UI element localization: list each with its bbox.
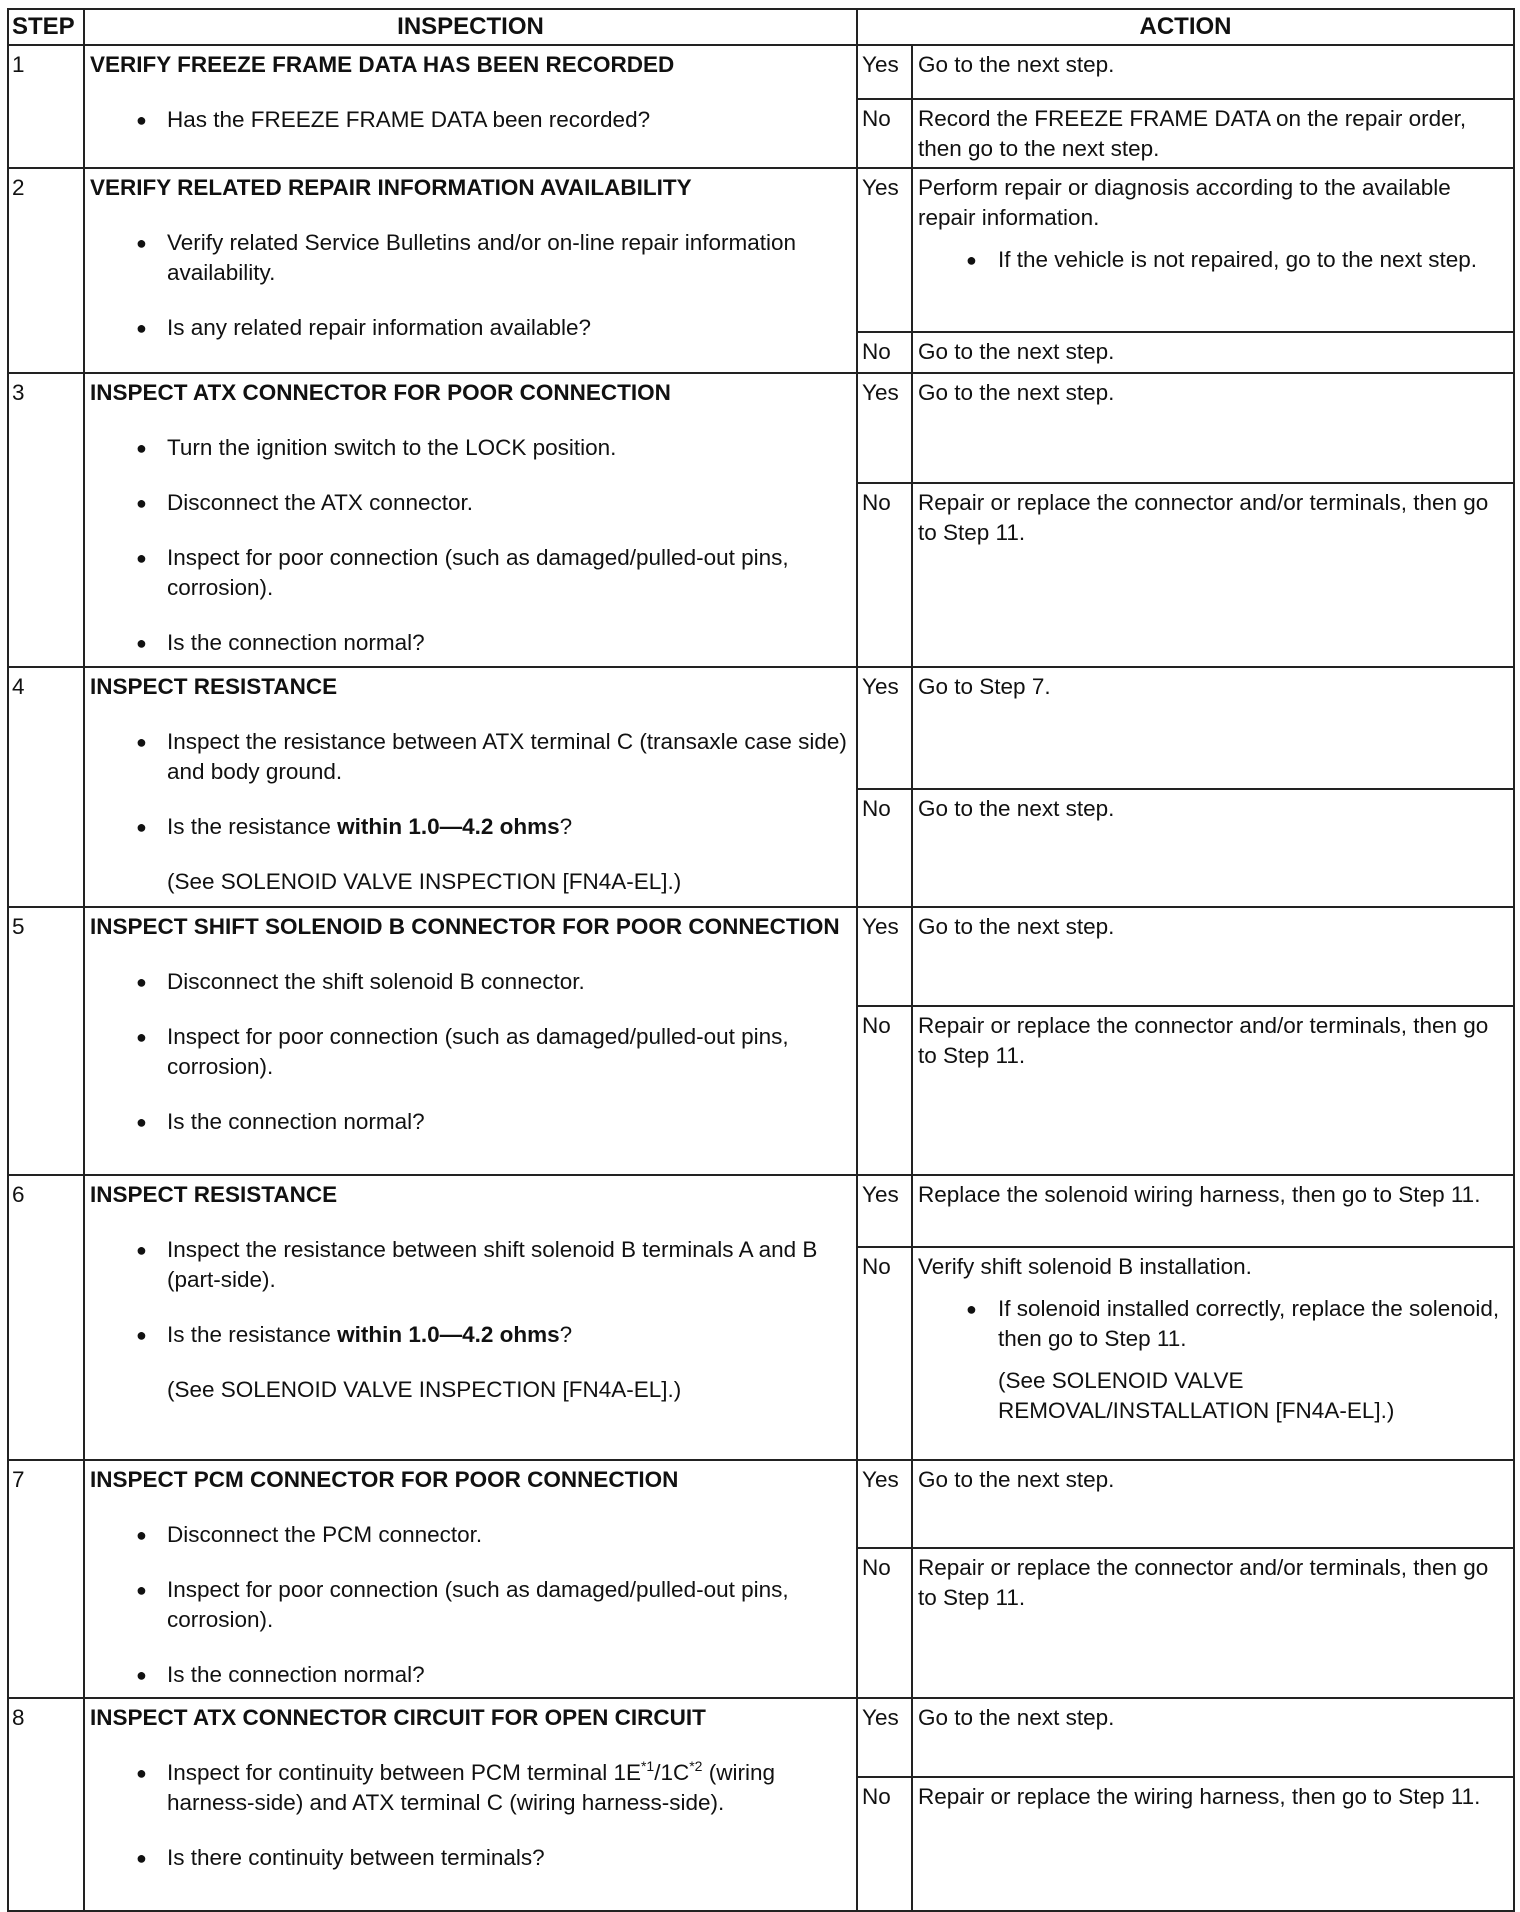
no-label: No	[857, 1247, 912, 1460]
reference-note: (See SOLENOID VALVE REMOVAL/INSTALLATION [FN4A-EL].)	[998, 1368, 1395, 1423]
no-action: Repair or replace the connector and/or terminals, then go to Step 11.	[912, 483, 1514, 667]
inspection-bullet: ● Verify related Service Bulletins and/or on-line repair information availability.	[90, 228, 851, 288]
step-2-yes-row	[8, 168, 1514, 332]
yes-label: Yes	[857, 1175, 912, 1247]
no-action: Repair or replace the wiring harness, then go to Step 11.	[912, 1777, 1514, 1911]
bullet-text: (wiring harness-side) and ATX terminal C (wiring harness-side).	[167, 1760, 775, 1815]
no-action: Go to the next step.	[912, 789, 1514, 907]
diagnostic-procedure-table	[7, 8, 1513, 1900]
step-title: INSPECT SHIFT SOLENOID B CONNECTOR FOR POOR CONNECTION	[90, 914, 840, 939]
inspection-cell	[84, 45, 857, 168]
no-label: No	[857, 1006, 912, 1175]
step-3-yes-row	[8, 373, 1514, 483]
step-number: 3	[8, 373, 84, 667]
inspection-cell	[84, 1698, 857, 1911]
inspection-bullet: ● Is there continuity between terminals?	[90, 1843, 851, 1873]
step-number: 7	[8, 1460, 84, 1698]
inspection-bullet: ● Inspect for poor connection (such as damaged/pulled-out pins, corrosion).	[90, 1575, 851, 1635]
reference-note: (See SOLENOID VALVE INSPECTION [FN4A-EL].)	[167, 869, 682, 894]
step-number: 2	[8, 168, 84, 373]
resistance-question	[90, 1320, 851, 1350]
action-bullet: ● If the vehicle is not repaired, go to the next step.	[918, 245, 1508, 275]
footnote-mark-1: *1	[640, 1758, 655, 1774]
question-spec: within 1.0—4.2 ohms	[337, 1322, 560, 1347]
step-number: 8	[8, 1698, 84, 1911]
no-label: No	[857, 789, 912, 907]
inspection-bullet: ● Disconnect the PCM connector.	[90, 1520, 851, 1550]
inspection-bullet: ● Is any related repair information available?	[90, 313, 851, 343]
step-title: VERIFY RELATED REPAIR INFORMATION AVAILABILITY	[90, 175, 692, 200]
question-text: Is the resistance	[167, 1322, 338, 1347]
question-mark: ?	[559, 814, 573, 839]
yes-action-cell	[912, 168, 1514, 332]
step-7-yes-row	[8, 1460, 1514, 1548]
yes-action: Go to the next step.	[912, 1460, 1514, 1548]
inspection-cell	[84, 373, 857, 667]
no-action: Go to the next step.	[912, 332, 1514, 373]
inspection-bullet: ● Inspect the resistance between ATX terminal C (transaxle case side) and body ground.	[90, 727, 851, 787]
yes-action: Go to the next step.	[912, 373, 1514, 483]
continuity-bullet	[90, 1758, 851, 1818]
yes-action: Replace the solenoid wiring harness, then go to Step 11.	[912, 1175, 1514, 1247]
no-label: No	[857, 99, 912, 168]
yes-label: Yes	[857, 907, 912, 1006]
inspection-cell	[84, 168, 857, 373]
yes-label: Yes	[857, 168, 912, 332]
table-header-row	[8, 9, 1514, 45]
inspection-bullet: ● Disconnect the ATX connector.	[90, 488, 851, 518]
bullet-text: Inspect for continuity between PCM terminal 1E	[167, 1760, 641, 1785]
footnote-mark-2: *2	[689, 1758, 703, 1774]
no-label: No	[857, 1777, 912, 1911]
reference-note: (See SOLENOID VALVE INSPECTION [FN4A-EL].)	[167, 1377, 682, 1402]
no-action-cell	[912, 1247, 1514, 1460]
step-title: INSPECT ATX CONNECTOR FOR POOR CONNECTION	[90, 380, 671, 405]
yes-label: Yes	[857, 45, 912, 99]
step-number: 5	[8, 907, 84, 1175]
inspection-bullet: ● Inspect the resistance between shift solenoid B terminals A and B (part-side).	[90, 1235, 851, 1295]
step-title: INSPECT ATX CONNECTOR CIRCUIT FOR OPEN CIRCUIT	[90, 1705, 706, 1730]
inspection-cell	[84, 667, 857, 907]
inspection-bullet: ● Disconnect the shift solenoid B connector.	[90, 967, 851, 997]
step-column-header: STEP	[8, 9, 84, 45]
bullet-text: /1C	[654, 1760, 690, 1785]
inspection-cell	[84, 907, 857, 1175]
yes-action: Go to the next step.	[912, 1698, 1514, 1777]
question-text: Is the resistance	[167, 814, 338, 839]
step-title: INSPECT RESISTANCE	[90, 674, 338, 699]
resistance-question	[90, 812, 851, 842]
question-mark: ?	[559, 1322, 573, 1347]
inspection-column-header: INSPECTION	[84, 9, 857, 45]
yes-label: Yes	[857, 1698, 912, 1777]
step-5-yes-row	[8, 907, 1514, 1006]
yes-action: Go to Step 7.	[912, 667, 1514, 789]
inspection-bullet: ● Is the connection normal?	[90, 1107, 851, 1137]
yes-label: Yes	[857, 1460, 912, 1548]
inspection-bullet: ● Is the connection normal?	[90, 1660, 851, 1690]
yes-label: Yes	[857, 373, 912, 483]
action-column-header: ACTION	[857, 9, 1514, 45]
yes-label: Yes	[857, 667, 912, 789]
step-title: VERIFY FREEZE FRAME DATA HAS BEEN RECORDED	[90, 52, 675, 77]
inspection-cell	[84, 1175, 857, 1460]
step-number: 4	[8, 667, 84, 907]
inspection-cell	[84, 1460, 857, 1698]
step-4-yes-row	[8, 667, 1514, 789]
yes-action: Go to the next step.	[912, 45, 1514, 99]
inspection-bullet: ● Has the FREEZE FRAME DATA been recorded?	[90, 105, 851, 135]
step-title: INSPECT RESISTANCE	[90, 1182, 338, 1207]
no-label: No	[857, 332, 912, 373]
no-label: No	[857, 1548, 912, 1698]
inspection-bullet: ● Inspect for poor connection (such as damaged/pulled-out pins, corrosion).	[90, 543, 851, 603]
question-spec: within 1.0—4.2 ohms	[337, 814, 560, 839]
step-number: 1	[8, 45, 84, 168]
no-action: Repair or replace the connector and/or terminals, then go to Step 11.	[912, 1006, 1514, 1175]
step-6-yes-row	[8, 1175, 1514, 1247]
action-bullet: ● If solenoid installed correctly, replace the solenoid, then go to Step 11.	[918, 1294, 1508, 1354]
inspection-bullet: ● Turn the ignition switch to the LOCK position.	[90, 433, 851, 463]
step-8-yes-row	[8, 1698, 1514, 1777]
inspection-bullet: ● Inspect for poor connection (such as damaged/pulled-out pins, corrosion).	[90, 1022, 851, 1082]
no-action: Record the FREEZE FRAME DATA on the repair order, then go to the next step.	[912, 99, 1514, 168]
step-title: INSPECT PCM CONNECTOR FOR POOR CONNECTION	[90, 1467, 679, 1492]
step-1-yes-row	[8, 45, 1514, 99]
inspection-bullet: ● Is the connection normal?	[90, 628, 851, 658]
no-action: Repair or replace the connector and/or terminals, then go to Step 11.	[912, 1548, 1514, 1698]
yes-action: Go to the next step.	[912, 907, 1514, 1006]
no-action: Verify shift solenoid B installation.	[918, 1254, 1252, 1279]
step-number: 6	[8, 1175, 84, 1460]
no-label: No	[857, 483, 912, 667]
yes-action: Perform repair or diagnosis according to the available repair information.	[918, 175, 1451, 230]
